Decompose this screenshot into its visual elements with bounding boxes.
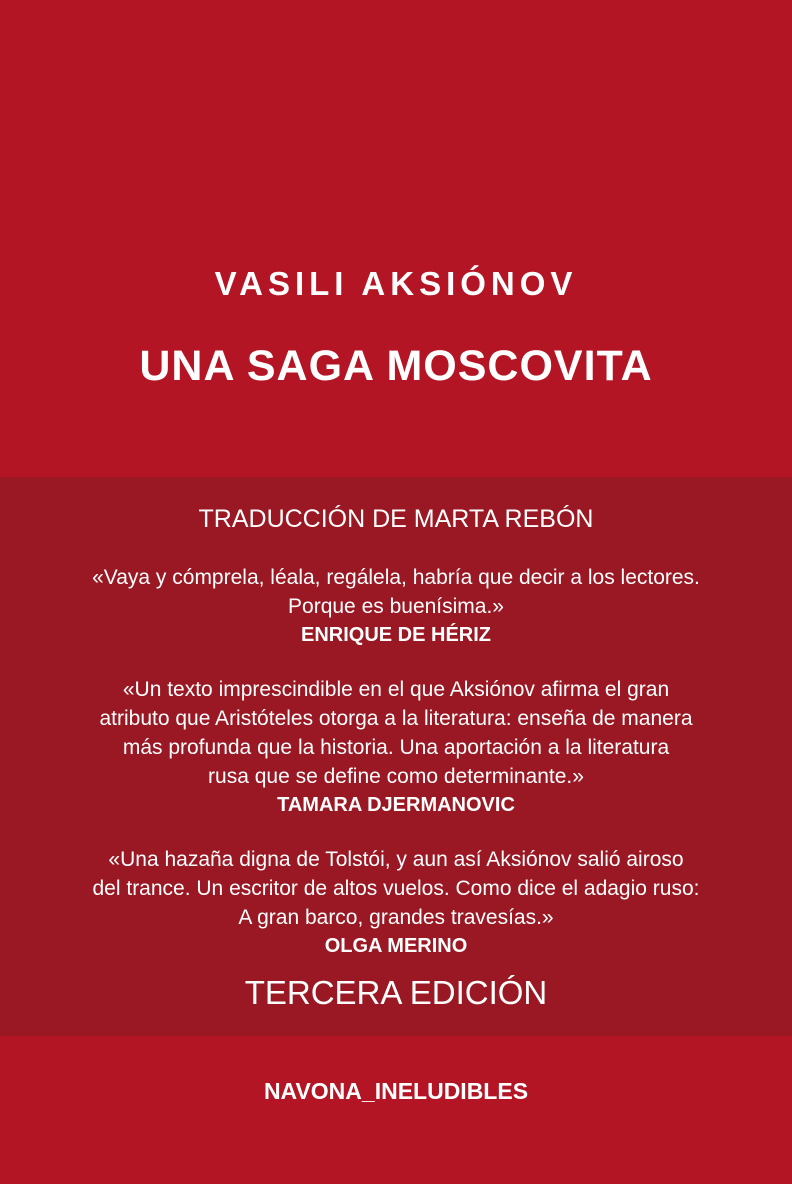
quote-line: «Un texto imprescindible en el que Aksiónov afirma el gran: [122, 678, 670, 701]
quote-1: [0, 563, 792, 650]
quote-2: [0, 675, 792, 820]
book-title: UNA SAGA MOSCOVITA: [139, 342, 653, 390]
quote-line: más profunda que la historia. Una aportación a la literatura: [122, 736, 670, 759]
cover-top-panel: [0, 0, 792, 477]
quote-author: OLGA MERINO: [324, 935, 468, 957]
quote-line: «Vaya y cómprela, léala, regálela, habría que decir a los lectores.: [92, 566, 700, 589]
edition-label: TERCERA EDICIÓN: [244, 974, 548, 1011]
quote-line: A gran barco, grandes travesías.»: [238, 906, 554, 929]
cover-bottom-panel: [0, 1036, 792, 1184]
quote-author: ENRIQUE DE HÉRIZ: [300, 624, 492, 646]
quote-3: [0, 845, 792, 961]
quote-line: Porque es buenísima.»: [288, 595, 504, 618]
quote-line: «Una hazaña digna de Tolstói, y aun así Aksiónov salió airoso: [108, 848, 684, 871]
quote-line: atributo que Aristóteles otorga a la literatura: enseña de manera: [99, 707, 693, 730]
book-author: VASILI AKSIÓNOV: [214, 265, 578, 302]
quote-author: TAMARA DJERMANOVIC: [277, 794, 515, 816]
quote-line: rusa que se define como determinante.»: [208, 765, 584, 788]
quote-line: del trance. Un escritor de altos vuelos. Como dice el adagio ruso:: [92, 877, 700, 900]
translator-credit: TRADUCCIÓN DE MARTA REBÓN: [198, 505, 594, 533]
series-label: NAVONA_INELUDIBLES: [263, 1078, 529, 1104]
